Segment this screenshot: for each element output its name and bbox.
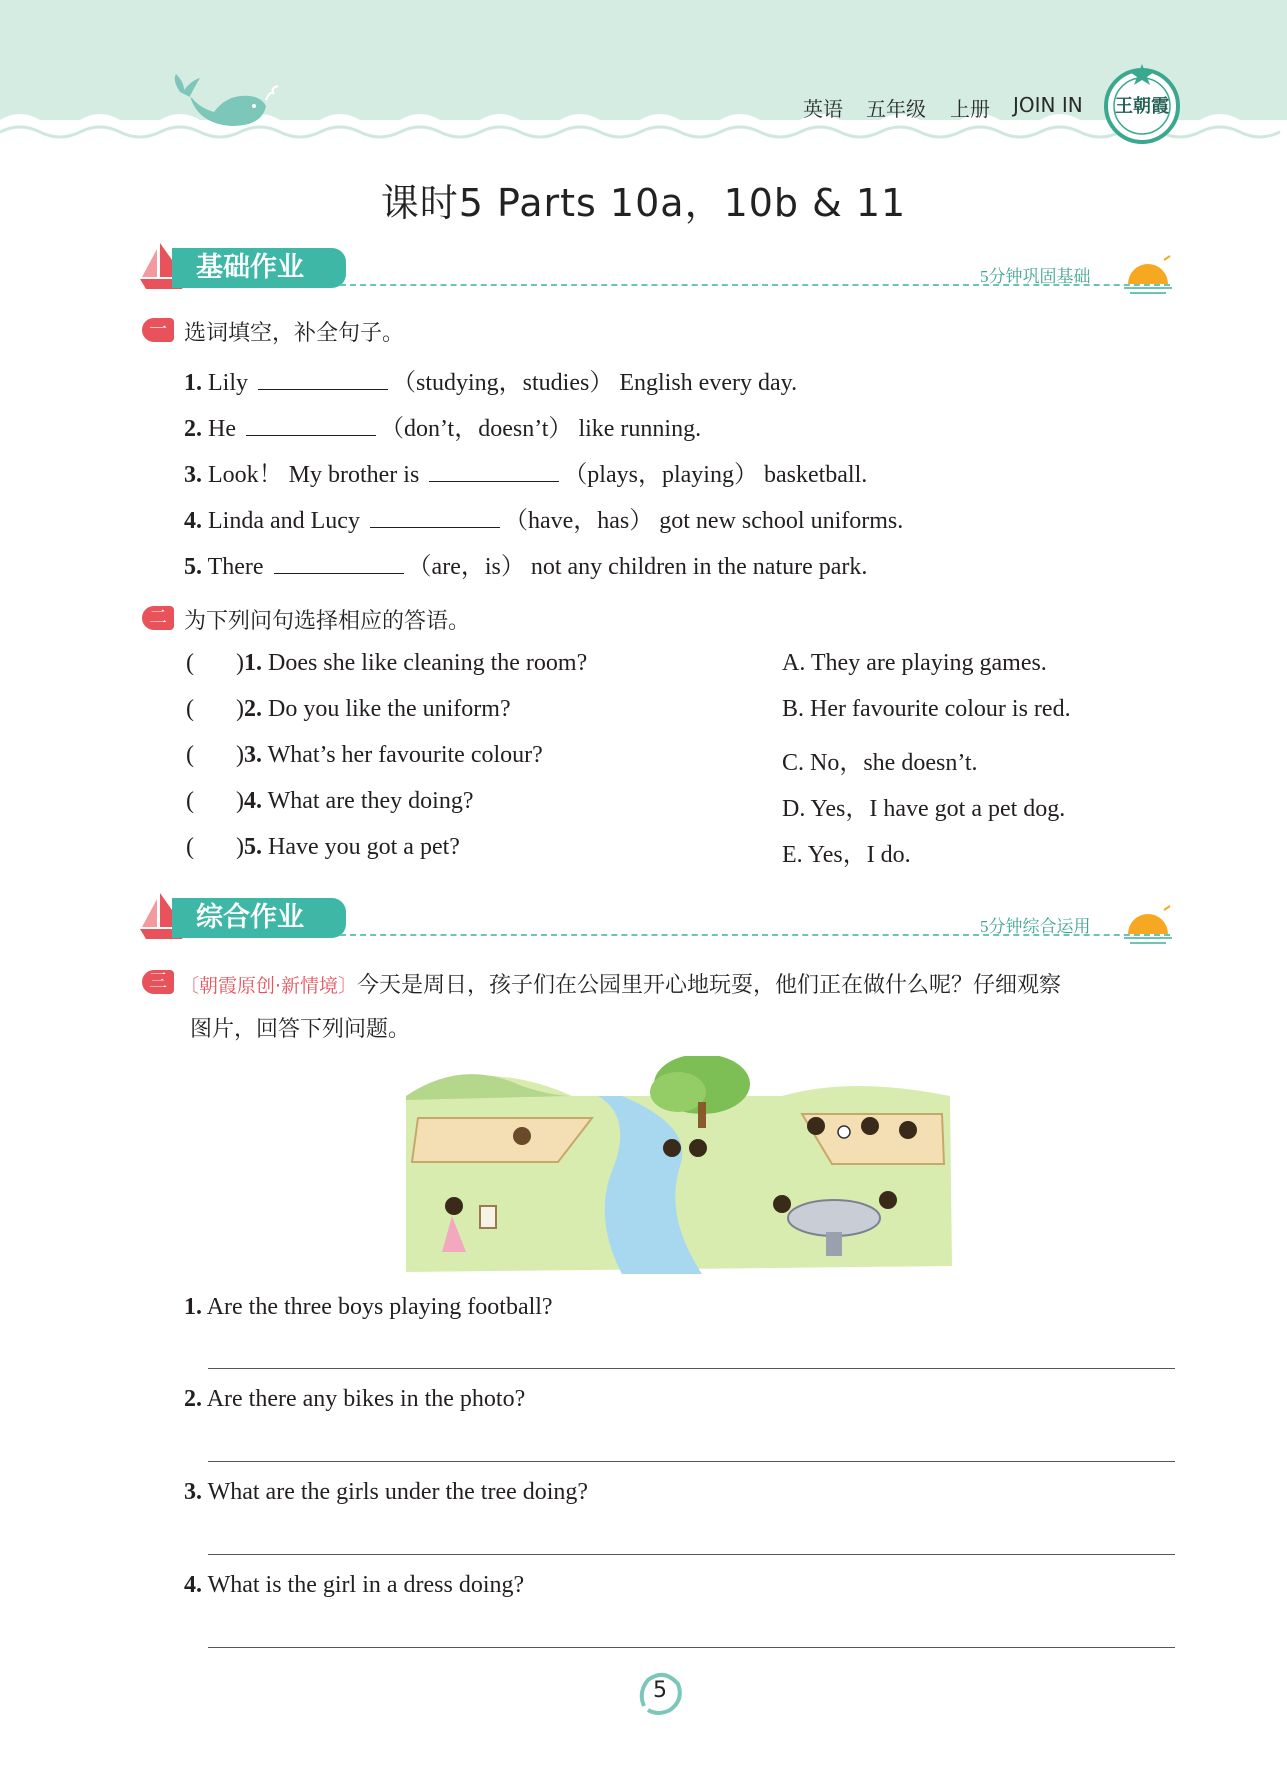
item-options: （plays，playing）: [563, 462, 758, 488]
exercise3-instruction-line1: 今天是周日，孩子们在公园里开心地玩耍，他们正在做什么呢？仔细观察: [357, 973, 1062, 998]
ex1-item-3: [184, 454, 867, 489]
question-text: Are there any bikes in the photo?: [206, 1386, 526, 1412]
item-text: not any children in the nature park.: [530, 554, 868, 580]
answer-bracket[interactable]: ( ): [186, 834, 244, 860]
item-number: 4.: [243, 788, 262, 814]
ex2-question-3: [186, 742, 543, 769]
answer-bracket[interactable]: ( ): [186, 788, 244, 814]
item-number: 4.: [184, 508, 202, 534]
ex2-question-2: [186, 696, 511, 723]
exercise1-instruction: 选词填空，补全句子。: [184, 321, 405, 346]
question-text: Do you like the uniform?: [267, 696, 511, 722]
item-options: （are，is）: [407, 554, 525, 580]
item-number: 2.: [243, 696, 262, 722]
answer-line[interactable]: [208, 1368, 1175, 1369]
answer-bracket[interactable]: ( ): [186, 650, 244, 676]
item-number: 5.: [243, 834, 262, 860]
ex2-answer-a: A. They are playing games.: [782, 650, 1047, 676]
item-number: 1.: [184, 370, 202, 396]
exercise3-instruction: [180, 968, 1061, 999]
question-text: What’s her favourite colour?: [267, 742, 543, 768]
item-options: （don’t，doesn’t）: [379, 416, 573, 442]
item-number: 5.: [184, 554, 202, 580]
answer-line[interactable]: [208, 1461, 1175, 1462]
answer-blank[interactable]: [429, 463, 559, 482]
answer-bracket[interactable]: ( ): [186, 696, 244, 722]
question-text: What is the girl in a dress doing?: [207, 1572, 525, 1598]
item-number: 3.: [184, 1479, 202, 1505]
header-subject: 英语: [803, 97, 843, 121]
ex3-question-2: [184, 1386, 525, 1413]
ex1-item-1: [184, 362, 797, 397]
whale-icon: [170, 72, 280, 134]
ex3-question-3: [184, 1479, 588, 1506]
answer-blank[interactable]: [258, 371, 388, 390]
header-grade: 五年级: [866, 97, 926, 121]
item-text: basketball.: [763, 462, 868, 488]
item-options: （studying，studies）: [392, 370, 614, 396]
exercise3-tag: 〔朝霞原创·新情境〕: [180, 975, 358, 997]
item-number: 4.: [184, 1572, 202, 1598]
exercise2-instruction: 为下列问句选择相应的答语。: [184, 609, 471, 634]
ex2-question-1: [186, 650, 587, 677]
question-text: Are the three boys playing football?: [206, 1294, 553, 1320]
question-text: What are the girls under the tree doing?: [207, 1479, 589, 1505]
section-banner-basic: 基础作业: [172, 248, 346, 288]
answer-blank[interactable]: [274, 555, 404, 574]
section-note-comprehensive: 5分钟综合运用: [980, 917, 1091, 936]
ex2-answer-e: E. Yes，I do.: [782, 842, 911, 868]
page-number: 5: [653, 1678, 667, 1703]
header-edition: JOIN IN: [1013, 93, 1083, 117]
ex1-item-2: [184, 408, 701, 443]
page-title: 课时5 Parts 10a，10b & 11: [380, 181, 907, 225]
logo-text: 王朝霞: [1115, 96, 1169, 116]
item-number: 3.: [184, 462, 202, 488]
ex3-question-4: [184, 1572, 524, 1599]
item-text: There: [207, 554, 264, 580]
answer-line[interactable]: [208, 1647, 1175, 1648]
item-text: got new school uniforms.: [659, 508, 904, 534]
section-banner-comprehensive: 综合作业: [172, 898, 346, 938]
item-number: 2.: [184, 1386, 202, 1412]
ex2-answer-d: D. Yes，I have got a pet dog.: [782, 796, 1066, 822]
exercise-badge-3: 三: [142, 970, 174, 994]
item-text: like running.: [578, 416, 702, 442]
question-text: Does she like cleaning the room?: [267, 650, 588, 676]
item-text: Lily: [208, 370, 248, 396]
exercise3-instruction-line2: 图片，回答下列问题。: [190, 1017, 411, 1042]
item-text: Look！ My brother is: [208, 462, 420, 488]
ex2-question-4: [186, 788, 473, 815]
ex3-question-1: [184, 1294, 553, 1321]
question-text: What are they doing?: [267, 788, 474, 814]
ex1-item-5: [184, 546, 867, 581]
item-options: （have，has）: [503, 508, 654, 534]
item-text: English every day.: [619, 370, 798, 396]
item-text: He: [208, 416, 236, 442]
exercise-badge-2: 二: [142, 606, 174, 630]
header-volume: 上册: [950, 97, 990, 121]
answer-bracket[interactable]: ( ): [186, 742, 244, 768]
sunset-icon: [1120, 904, 1176, 946]
item-number: 2.: [184, 416, 202, 442]
question-text: Have you got a pet?: [267, 834, 460, 860]
answer-line[interactable]: [208, 1554, 1175, 1555]
ex2-answer-b: B. Her favourite colour is red.: [782, 696, 1071, 722]
brand-logo: [1102, 64, 1182, 144]
answer-blank[interactable]: [370, 509, 500, 528]
sunset-icon: [1120, 254, 1176, 296]
park-illustration: [402, 1056, 954, 1278]
ex2-answer-c: C. No，she doesn’t.: [782, 750, 978, 776]
item-number: 1.: [243, 650, 262, 676]
ex2-question-5: [186, 834, 460, 861]
item-text: Linda and Lucy: [208, 508, 360, 534]
item-number: 3.: [243, 742, 262, 768]
answer-blank[interactable]: [246, 417, 376, 436]
item-number: 1.: [184, 1294, 202, 1320]
exercise-badge-1: 一: [142, 318, 174, 342]
ex1-item-4: [184, 500, 903, 535]
section-note-basic: 5分钟巩固基础: [980, 267, 1091, 286]
